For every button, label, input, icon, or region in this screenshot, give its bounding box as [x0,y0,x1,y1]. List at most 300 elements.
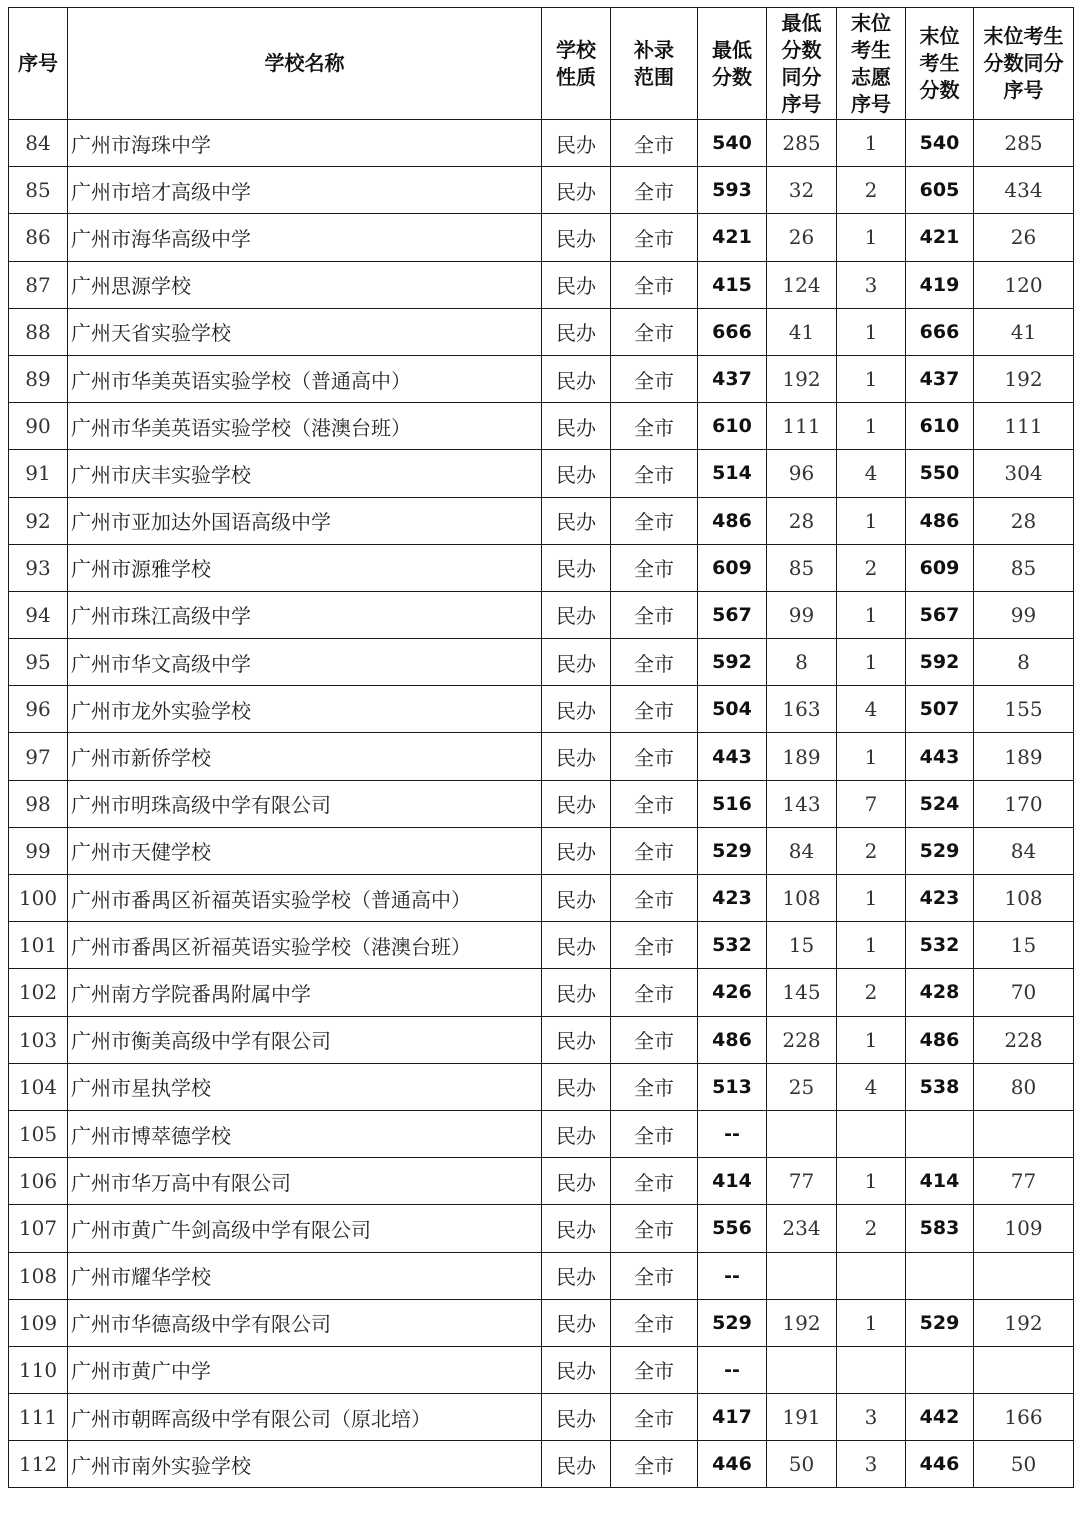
cell-last-score-rank: 192 [974,1299,1074,1346]
cell-school-name: 广州市南外实验学校 [68,1441,542,1488]
cell-min-score-rank [767,1110,837,1157]
cell-last-choice: 1 [837,120,906,167]
table-row [9,1394,1074,1441]
cell-last-choice: 1 [837,214,906,261]
cell-last-choice: 7 [837,780,906,827]
cell-last-choice: 4 [837,686,906,733]
header-last-choice: 末位考生志愿序号 [837,8,906,120]
cell-scope: 全市 [611,1158,698,1205]
cell-min-score-rank [767,1252,837,1299]
table-row [9,214,1074,261]
table-row [9,875,1074,922]
table-row [9,1205,1074,1252]
cell-index: 93 [9,544,68,591]
cell-school-name: 广州市衡美高级中学有限公司 [68,1016,542,1063]
cell-min-score-rank: 15 [767,922,837,969]
cell-last-score-rank: 77 [974,1158,1074,1205]
cell-last-choice: 1 [837,497,906,544]
cell-min-score: 666 [698,308,767,355]
cell-index: 84 [9,120,68,167]
table-row [9,308,1074,355]
cell-index: 91 [9,450,68,497]
cell-last-score [906,1110,974,1157]
cell-school-name: 广州市耀华学校 [68,1252,542,1299]
cell-school-type: 民办 [542,214,611,261]
cell-last-score-rank: 189 [974,733,1074,780]
cell-last-score: 443 [906,733,974,780]
cell-index: 90 [9,403,68,450]
cell-last-choice: 2 [837,167,906,214]
cell-min-score: 423 [698,875,767,922]
cell-school-name: 广州市番禺区祈福英语实验学校（港澳台班） [68,922,542,969]
cell-last-score: 583 [906,1205,974,1252]
cell-last-choice [837,1252,906,1299]
cell-index: 97 [9,733,68,780]
cell-min-score-rank: 111 [767,403,837,450]
cell-scope: 全市 [611,1110,698,1157]
cell-last-choice: 3 [837,261,906,308]
cell-last-choice: 1 [837,403,906,450]
table-row [9,544,1074,591]
cell-last-score-rank: 84 [974,827,1074,874]
cell-min-score: 610 [698,403,767,450]
table-row [9,167,1074,214]
cell-min-score-rank: 191 [767,1394,837,1441]
cell-scope: 全市 [611,1299,698,1346]
cell-index: 108 [9,1252,68,1299]
cell-school-type: 民办 [542,544,611,591]
cell-min-score-rank: 189 [767,733,837,780]
cell-min-score: 486 [698,1016,767,1063]
cell-last-choice: 1 [837,591,906,638]
table-row [9,922,1074,969]
cell-last-choice: 3 [837,1441,906,1488]
cell-school-type: 民办 [542,261,611,308]
cell-last-choice: 1 [837,355,906,402]
table-row [9,733,1074,780]
cell-min-score: 593 [698,167,767,214]
cell-school-type: 民办 [542,1299,611,1346]
cell-last-score: 666 [906,308,974,355]
cell-last-score-rank: 15 [974,922,1074,969]
cell-school-name: 广州思源学校 [68,261,542,308]
cell-last-score-rank: 50 [974,1441,1074,1488]
cell-school-name: 广州市明珠高级中学有限公司 [68,780,542,827]
cell-index: 96 [9,686,68,733]
cell-scope: 全市 [611,1063,698,1110]
cell-last-score: 538 [906,1063,974,1110]
cell-school-name: 广州市华德高级中学有限公司 [68,1299,542,1346]
cell-last-score: 524 [906,780,974,827]
cell-last-choice: 2 [837,1205,906,1252]
cell-last-score-rank: 111 [974,403,1074,450]
cell-index: 101 [9,922,68,969]
cell-min-score: 417 [698,1394,767,1441]
table-row [9,355,1074,402]
cell-scope: 全市 [611,403,698,450]
cell-last-score-rank: 109 [974,1205,1074,1252]
cell-index: 104 [9,1063,68,1110]
header-last-score: 末位考生分数 [906,8,974,120]
table-row [9,780,1074,827]
cell-school-name: 广州市朝晖高级中学有限公司（原北培） [68,1394,542,1441]
cell-school-name: 广州市培才高级中学 [68,167,542,214]
cell-min-score-rank: 192 [767,355,837,402]
table-row [9,1063,1074,1110]
cell-last-score-rank: 120 [974,261,1074,308]
cell-last-score: 423 [906,875,974,922]
cell-min-score: 415 [698,261,767,308]
cell-school-type: 民办 [542,591,611,638]
cell-school-type: 民办 [542,733,611,780]
cell-last-choice: 3 [837,1394,906,1441]
cell-scope: 全市 [611,875,698,922]
cell-school-type: 民办 [542,1394,611,1441]
cell-school-name: 广州市新侨学校 [68,733,542,780]
cell-min-score: 592 [698,639,767,686]
cell-last-score: 610 [906,403,974,450]
cell-school-name: 广州市华文高级中学 [68,639,542,686]
cell-index: 88 [9,308,68,355]
cell-min-score: 504 [698,686,767,733]
cell-scope: 全市 [611,355,698,402]
cell-last-choice: 1 [837,1158,906,1205]
cell-last-score-rank: 108 [974,875,1074,922]
cell-min-score-rank: 108 [767,875,837,922]
cell-school-type: 民办 [542,1110,611,1157]
cell-last-choice: 1 [837,922,906,969]
cell-scope: 全市 [611,497,698,544]
cell-min-score-rank: 77 [767,1158,837,1205]
cell-index: 92 [9,497,68,544]
cell-scope: 全市 [611,780,698,827]
cell-last-score-rank: 304 [974,450,1074,497]
cell-school-type: 民办 [542,827,611,874]
table-body [9,120,1074,1488]
cell-school-type: 民办 [542,1441,611,1488]
cell-school-name: 广州市龙外实验学校 [68,686,542,733]
cell-school-type: 民办 [542,403,611,450]
cell-last-score: 567 [906,591,974,638]
cell-school-type: 民办 [542,450,611,497]
cell-school-name: 广州市星执学校 [68,1063,542,1110]
cell-school-type: 民办 [542,639,611,686]
table-row [9,1299,1074,1346]
cell-last-choice: 1 [837,1016,906,1063]
cell-school-type: 民办 [542,308,611,355]
cell-school-name: 广州天省实验学校 [68,308,542,355]
cell-last-score-rank: 285 [974,120,1074,167]
table-row [9,450,1074,497]
cell-last-score: 414 [906,1158,974,1205]
table-row [9,1346,1074,1393]
cell-scope: 全市 [611,308,698,355]
cell-scope: 全市 [611,686,698,733]
cell-min-score: 437 [698,355,767,402]
table-row [9,1441,1074,1488]
cell-min-score-rank: 192 [767,1299,837,1346]
table-row [9,591,1074,638]
cell-index: 110 [9,1346,68,1393]
cell-min-score: 486 [698,497,767,544]
cell-last-choice: 2 [837,827,906,874]
cell-last-score-rank: 28 [974,497,1074,544]
cell-last-score-rank: 192 [974,355,1074,402]
cell-school-type: 民办 [542,1063,611,1110]
table-row [9,120,1074,167]
cell-index: 98 [9,780,68,827]
header-min-score-rank: 最低分数同分序号 [767,8,837,120]
cell-last-score: 529 [906,827,974,874]
cell-index: 106 [9,1158,68,1205]
cell-min-score-rank: 143 [767,780,837,827]
cell-last-score-rank: 85 [974,544,1074,591]
cell-min-score-rank: 25 [767,1063,837,1110]
cell-scope: 全市 [611,639,698,686]
cell-school-name: 广州市华万高中有限公司 [68,1158,542,1205]
cell-last-score-rank [974,1110,1074,1157]
cell-last-score-rank: 80 [974,1063,1074,1110]
cell-last-score-rank: 70 [974,969,1074,1016]
cell-school-name: 广州南方学院番禺附属中学 [68,969,542,1016]
cell-last-score-rank: 228 [974,1016,1074,1063]
header-last-score-rank: 末位考生分数同分序号 [974,8,1074,120]
header-school-type: 学校性质 [542,8,611,120]
cell-last-choice: 4 [837,1063,906,1110]
cell-scope: 全市 [611,1441,698,1488]
cell-scope: 全市 [611,544,698,591]
cell-school-name: 广州市黄广中学 [68,1346,542,1393]
cell-min-score: 426 [698,969,767,1016]
table-header-row [9,8,1074,120]
cell-school-name: 广州市海华高级中学 [68,214,542,261]
cell-school-type: 民办 [542,497,611,544]
cell-min-score-rank: 84 [767,827,837,874]
cell-min-score: -- [698,1252,767,1299]
table-row [9,1016,1074,1063]
cell-school-name: 广州市海珠中学 [68,120,542,167]
cell-last-score: 550 [906,450,974,497]
cell-last-choice [837,1346,906,1393]
cell-scope: 全市 [611,969,698,1016]
header-scope: 补录范围 [611,8,698,120]
cell-last-score: 532 [906,922,974,969]
cell-min-score: -- [698,1346,767,1393]
cell-min-score-rank: 85 [767,544,837,591]
cell-school-type: 民办 [542,1205,611,1252]
cell-school-type: 民办 [542,1016,611,1063]
cell-min-score: 421 [698,214,767,261]
cell-last-score [906,1346,974,1393]
cell-school-type: 民办 [542,780,611,827]
cell-scope: 全市 [611,214,698,261]
cell-index: 85 [9,167,68,214]
table-row [9,827,1074,874]
cell-last-score: 428 [906,969,974,1016]
cell-last-choice: 1 [837,1299,906,1346]
cell-scope: 全市 [611,450,698,497]
cell-school-name: 广州市番禺区祈福英语实验学校（普通高中） [68,875,542,922]
cell-min-score-rank: 145 [767,969,837,1016]
cell-min-score-rank: 41 [767,308,837,355]
cell-school-type: 民办 [542,167,611,214]
table-row [9,969,1074,1016]
cell-min-score-rank: 50 [767,1441,837,1488]
cell-last-score: 419 [906,261,974,308]
cell-index: 89 [9,355,68,402]
cell-scope: 全市 [611,261,698,308]
cell-school-name: 广州市华美英语实验学校（普通高中） [68,355,542,402]
cell-school-type: 民办 [542,1252,611,1299]
cell-min-score-rank: 99 [767,591,837,638]
cell-last-score-rank: 41 [974,308,1074,355]
cell-last-score-rank: 434 [974,167,1074,214]
cell-min-score-rank: 26 [767,214,837,261]
cell-school-name: 广州市黄广牛剑高级中学有限公司 [68,1205,542,1252]
cell-school-type: 民办 [542,1346,611,1393]
cell-index: 87 [9,261,68,308]
cell-last-score [906,1252,974,1299]
cell-min-score: -- [698,1110,767,1157]
cell-scope: 全市 [611,1016,698,1063]
cell-scope: 全市 [611,1346,698,1393]
table-row [9,639,1074,686]
cell-index: 112 [9,1441,68,1488]
cell-last-score-rank: 155 [974,686,1074,733]
cell-min-score: 514 [698,450,767,497]
cell-school-name: 广州市庆丰实验学校 [68,450,542,497]
cell-index: 111 [9,1394,68,1441]
cell-index: 105 [9,1110,68,1157]
cell-last-choice: 4 [837,450,906,497]
cell-last-score: 486 [906,497,974,544]
cell-min-score: 556 [698,1205,767,1252]
cell-last-score: 442 [906,1394,974,1441]
cell-last-score-rank: 26 [974,214,1074,261]
cell-last-score: 592 [906,639,974,686]
cell-school-name: 广州市华美英语实验学校（港澳台班） [68,403,542,450]
cell-index: 95 [9,639,68,686]
cell-last-score: 609 [906,544,974,591]
cell-scope: 全市 [611,922,698,969]
cell-school-type: 民办 [542,922,611,969]
cell-index: 100 [9,875,68,922]
cell-min-score-rank: 163 [767,686,837,733]
cell-min-score: 513 [698,1063,767,1110]
cell-last-score: 605 [906,167,974,214]
cell-min-score-rank: 28 [767,497,837,544]
cell-last-score: 486 [906,1016,974,1063]
cell-school-name: 广州市亚加达外国语高级中学 [68,497,542,544]
cell-last-score-rank: 99 [974,591,1074,638]
cell-school-name: 广州市博萃德学校 [68,1110,542,1157]
cell-school-type: 民办 [542,875,611,922]
cell-min-score: 567 [698,591,767,638]
cell-last-choice: 2 [837,544,906,591]
cell-school-type: 民办 [542,120,611,167]
cell-min-score: 529 [698,1299,767,1346]
cell-last-score-rank: 166 [974,1394,1074,1441]
cell-school-type: 民办 [542,686,611,733]
cell-school-type: 民办 [542,969,611,1016]
cell-min-score-rank [767,1346,837,1393]
table-row [9,403,1074,450]
cell-scope: 全市 [611,120,698,167]
cell-last-score: 507 [906,686,974,733]
cell-last-score-rank: 170 [974,780,1074,827]
cell-min-score-rank: 234 [767,1205,837,1252]
cell-last-score-rank [974,1252,1074,1299]
cell-min-score-rank: 96 [767,450,837,497]
cell-last-choice: 1 [837,733,906,780]
cell-min-score: 609 [698,544,767,591]
cell-last-score: 540 [906,120,974,167]
cell-min-score-rank: 285 [767,120,837,167]
cell-scope: 全市 [611,591,698,638]
cell-last-score-rank: 8 [974,639,1074,686]
cell-school-name: 广州市源雅学校 [68,544,542,591]
table-row [9,1110,1074,1157]
cell-school-name: 广州市天健学校 [68,827,542,874]
cell-last-score: 421 [906,214,974,261]
header-min-score: 最低分数 [698,8,767,120]
cell-last-choice [837,1110,906,1157]
cell-last-choice: 1 [837,639,906,686]
cell-min-score-rank: 124 [767,261,837,308]
cell-last-choice: 1 [837,875,906,922]
cell-index: 107 [9,1205,68,1252]
cell-min-score-rank: 32 [767,167,837,214]
table-row [9,1158,1074,1205]
cell-school-type: 民办 [542,1158,611,1205]
cell-scope: 全市 [611,827,698,874]
cell-school-type: 民办 [542,355,611,402]
header-school-name: 学校名称 [68,8,542,120]
cell-scope: 全市 [611,1394,698,1441]
table-row [9,261,1074,308]
cell-last-score: 437 [906,355,974,402]
table-row [9,686,1074,733]
cell-min-score-rank: 228 [767,1016,837,1063]
cell-min-score: 443 [698,733,767,780]
cell-last-score: 529 [906,1299,974,1346]
cell-last-score-rank [974,1346,1074,1393]
cell-scope: 全市 [611,1252,698,1299]
cell-index: 103 [9,1016,68,1063]
admission-score-table [8,7,1074,1488]
cell-index: 94 [9,591,68,638]
cell-index: 99 [9,827,68,874]
cell-index: 86 [9,214,68,261]
cell-last-choice: 2 [837,969,906,1016]
cell-last-score: 446 [906,1441,974,1488]
cell-min-score: 414 [698,1158,767,1205]
cell-last-choice: 1 [837,308,906,355]
cell-min-score: 532 [698,922,767,969]
cell-min-score-rank: 8 [767,639,837,686]
cell-scope: 全市 [611,1205,698,1252]
cell-min-score: 516 [698,780,767,827]
cell-school-name: 广州市珠江高级中学 [68,591,542,638]
cell-index: 102 [9,969,68,1016]
table-row [9,497,1074,544]
cell-scope: 全市 [611,167,698,214]
cell-min-score: 529 [698,827,767,874]
cell-index: 109 [9,1299,68,1346]
table-row [9,1252,1074,1299]
cell-min-score: 540 [698,120,767,167]
cell-min-score: 446 [698,1441,767,1488]
